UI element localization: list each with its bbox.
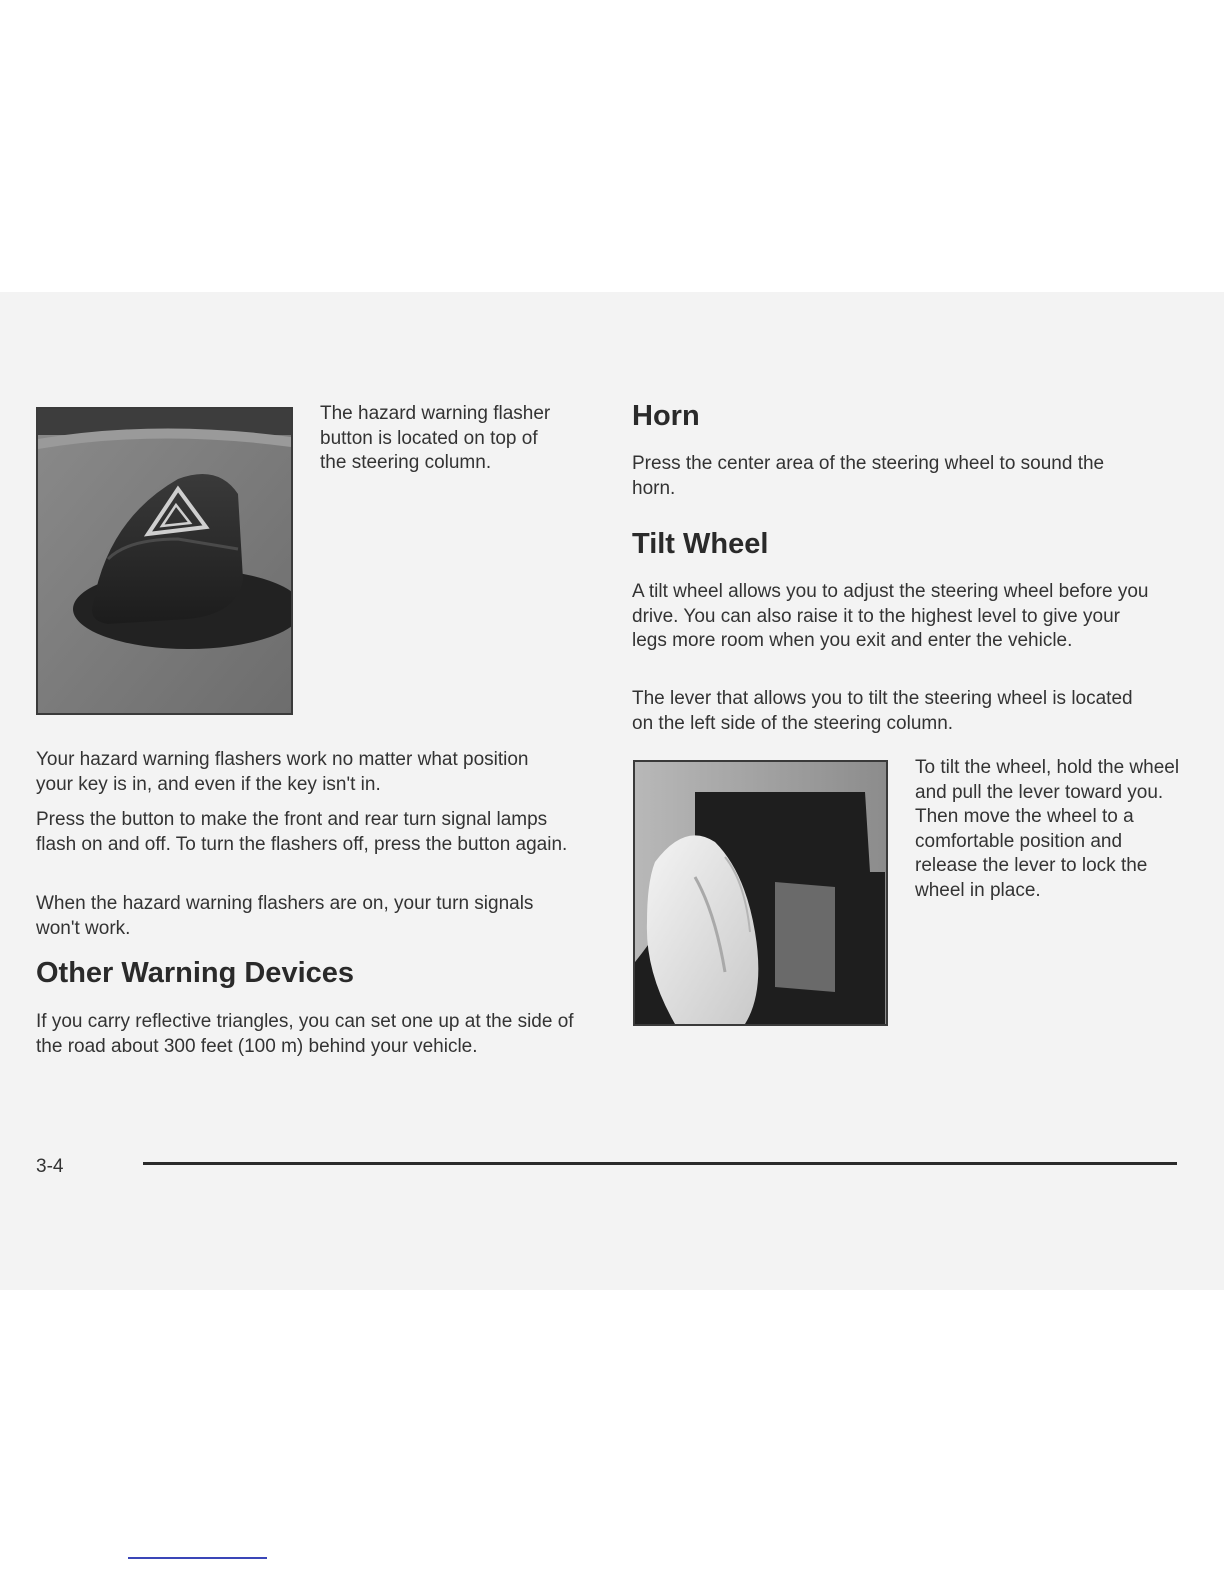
tilt-lever-illustration	[635, 762, 886, 1024]
hazard-button-illustration	[38, 409, 291, 713]
tilt-para-1: A tilt wheel allows you to adjust the steering wheel before you drive. You can also raise it to the highest level to give your legs more room when you exit and enter the vehicle.	[632, 581, 1149, 651]
page-number: 3-4	[36, 1156, 64, 1177]
tilt-lever-photo	[633, 760, 888, 1026]
hazard-para-2: Press the button to make the front and rear turn signal lamps flash on and off. To turn the flashers off, press the button again.	[36, 809, 568, 855]
footer-rule	[143, 1162, 1177, 1165]
other-warning-heading: Other Warning Devices	[36, 957, 355, 989]
hazard-para-3: When the hazard warning flashers are on, your turn signals won't work.	[36, 893, 534, 939]
other-warning-text: If you carry reflective triangles, you can set one up at the side of the road about 300 feet (100 m) behind your vehicle.	[36, 1011, 574, 1057]
horn-text: Press the center area of the steering wheel to sound the horn.	[632, 453, 1105, 499]
horn-heading: Horn	[632, 400, 700, 432]
tilt-wheel-heading: Tilt Wheel	[632, 528, 769, 560]
hazard-button-photo	[36, 407, 293, 715]
hazard-para-1: Your hazard warning flashers work no matter what position your key is in, and even if the key isn't in.	[36, 749, 529, 795]
tilt-para-2: The lever that allows you to tilt the steering wheel is located on the left side of the steering column.	[632, 688, 1133, 734]
tilt-caption: To tilt the wheel, hold the wheel and pull the lever toward you. Then move the wheel to a comfortable position and release the lever to lock the wheel in place.	[915, 757, 1180, 901]
bottom-link-underline	[128, 1557, 267, 1559]
hazard-caption: The hazard warning flasher button is located on top of the steering column.	[320, 403, 551, 473]
